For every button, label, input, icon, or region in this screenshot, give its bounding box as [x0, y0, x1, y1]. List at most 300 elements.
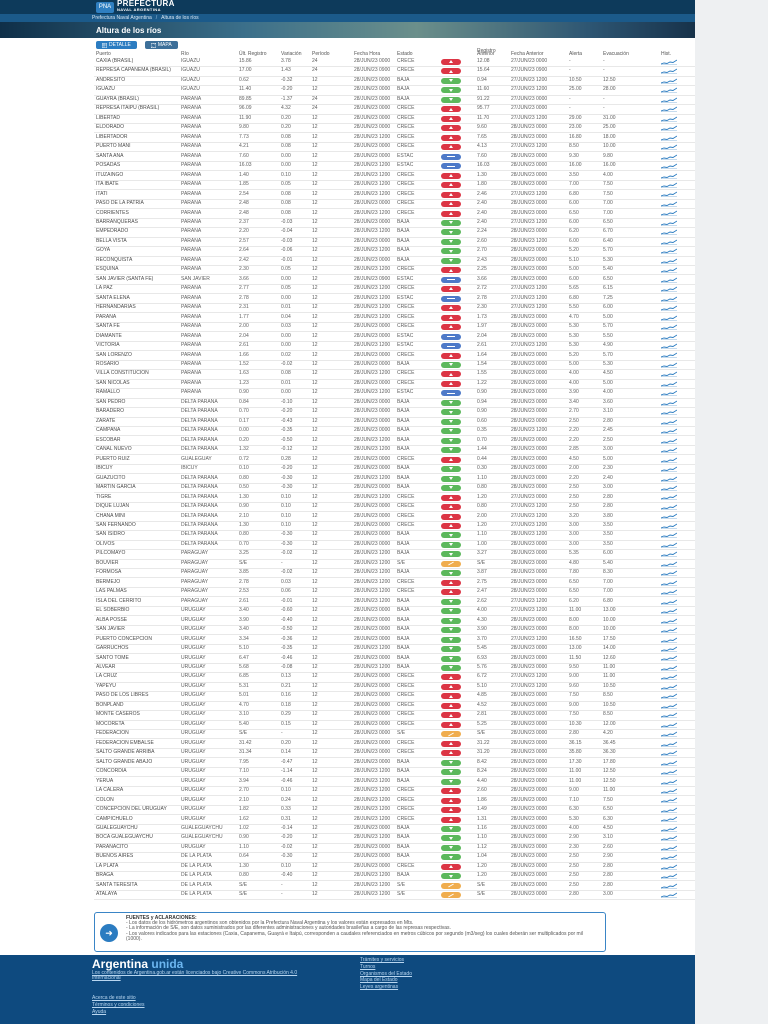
history-chart-icon[interactable]: [661, 106, 677, 112]
history-chart-icon[interactable]: [661, 400, 677, 406]
history-chart-icon[interactable]: [661, 485, 677, 491]
history-chart-icon[interactable]: [661, 750, 677, 756]
registro-anterior-cell: 1.73: [475, 313, 509, 322]
trend-badge-cell: [439, 86, 475, 95]
history-chart-icon[interactable]: [661, 722, 677, 728]
fecha-anterior-cell: 28/JUN/23 0000: [509, 540, 567, 549]
historico-cell: [659, 389, 695, 398]
ultimo-registro-cell: 0.90: [237, 834, 279, 843]
history-chart-icon[interactable]: [661, 210, 677, 216]
registro-anterior-cell: 4.30: [475, 616, 509, 625]
trend-baja-icon: [441, 428, 461, 434]
table-row: [94, 76, 695, 85]
rio-cell: PARAGUAY: [179, 550, 237, 559]
variacion-cell: -0.10: [279, 398, 310, 407]
historico-cell: [659, 152, 695, 161]
history-chart-icon[interactable]: [661, 116, 677, 122]
table-row: [94, 673, 695, 682]
alerta-cell: 6.80: [567, 294, 601, 303]
history-chart-icon[interactable]: [661, 362, 677, 368]
trend-baja-icon: [441, 400, 461, 406]
history-chart-icon[interactable]: [661, 788, 677, 794]
historico-cell: [659, 521, 695, 530]
trend-baja-icon: [441, 220, 461, 226]
fecha-hora-cell: 28/JUN/23 0000: [352, 379, 395, 388]
puerto-cell: ITA IBATE: [94, 180, 179, 189]
fecha-anterior-cell: 28/JUN/23 0000: [509, 815, 567, 824]
history-chart-icon[interactable]: [661, 476, 677, 482]
fecha-hora-cell: 28/JUN/23 0000: [352, 332, 395, 341]
table-row: [94, 606, 695, 615]
history-chart-icon[interactable]: [661, 87, 677, 93]
variacion-cell: -0.40: [279, 872, 310, 881]
ultimo-registro-cell: 0.20: [237, 436, 279, 445]
periodo-cell: 12: [310, 266, 352, 275]
history-chart-icon[interactable]: [661, 315, 677, 321]
fecha-anterior-cell: 28/JUN/23 0000: [509, 872, 567, 881]
footer-link[interactable]: Organismos del Estado: [360, 970, 412, 977]
history-chart-icon[interactable]: [661, 125, 677, 131]
evacuacion-cell: 31.00: [601, 114, 659, 123]
history-chart-icon[interactable]: [661, 712, 677, 718]
fecha-anterior-cell: 27/JUN/23 1200: [509, 303, 567, 312]
alerta-cell: 6.50: [567, 578, 601, 587]
historico-cell: [659, 95, 695, 104]
evacuacion-cell: 12.50: [601, 767, 659, 776]
trend-crece-icon: [441, 353, 461, 359]
historico-cell: [659, 322, 695, 331]
evacuacion-cell: 7.25: [601, 294, 659, 303]
history-chart-icon[interactable]: [661, 779, 677, 785]
footer-link[interactable]: Trámites y servicios: [360, 957, 404, 963]
history-chart-icon[interactable]: [661, 277, 677, 283]
puerto-cell: ISLA DEL CERRITO: [94, 597, 179, 606]
history-chart-icon[interactable]: [661, 135, 677, 141]
trend-crece-icon: [441, 703, 461, 709]
footer-link[interactable]: Mapa del Estado: [360, 977, 398, 984]
history-chart-icon[interactable]: [661, 334, 677, 340]
history-chart-icon[interactable]: [661, 513, 677, 519]
estado-cell: BAJA: [395, 436, 439, 445]
periodo-cell: 12: [310, 720, 352, 729]
history-chart-icon[interactable]: [661, 239, 677, 245]
variacion-cell: -0.35: [279, 644, 310, 653]
evacuacion-cell: 10.50: [601, 682, 659, 691]
history-chart-icon[interactable]: [661, 760, 677, 766]
history-chart-icon[interactable]: [661, 835, 677, 841]
rio-cell: PARANA: [179, 322, 237, 331]
historico-cell: [659, 701, 695, 710]
history-chart-icon[interactable]: [661, 684, 677, 690]
trend-crece-icon: [441, 523, 461, 529]
fecha-anterior-cell: 28/JUN/23 0000: [509, 256, 567, 265]
footer-brand[interactable]: [92, 957, 183, 971]
license-link[interactable]: Los contenidos de Argentina.gob.ar están licenciados bajo Creative Commons Atribución 4.0 Internacional: [92, 970, 298, 982]
history-chart-icon[interactable]: [661, 637, 677, 643]
registro-anterior-cell: 4.85: [475, 692, 509, 701]
alerta-cell: 9.00: [567, 701, 601, 710]
history-chart-icon[interactable]: [661, 665, 677, 671]
periodo-cell: 12: [310, 796, 352, 805]
fecha-hora-cell: 28/JUN/23 1200: [352, 171, 395, 180]
history-chart-icon[interactable]: [661, 371, 677, 377]
fecha-hora-cell: 28/JUN/23 0000: [352, 417, 395, 426]
rio-cell: IGUAZU: [179, 76, 237, 85]
registro-anterior-cell: 0.80: [475, 502, 509, 511]
table-row: [94, 360, 695, 369]
trend-badge-cell: [439, 890, 475, 899]
historico-cell: [659, 786, 695, 795]
rio-cell: URUGUAY: [179, 815, 237, 824]
trend-badge-cell: [439, 237, 475, 246]
history-chart-icon[interactable]: [661, 173, 677, 179]
alerta-cell: 2.80: [567, 890, 601, 899]
historico-cell: [659, 417, 695, 426]
footer-link[interactable]: Turnos: [360, 963, 376, 970]
registro-anterior-cell: 5.76: [475, 663, 509, 672]
alerta-cell: 2.20: [567, 474, 601, 483]
history-chart-icon[interactable]: [661, 807, 677, 813]
table-row: [94, 748, 695, 757]
history-chart-icon[interactable]: [661, 68, 677, 74]
trend-estac-icon: [441, 343, 461, 349]
evacuacion-cell: 2.80: [601, 417, 659, 426]
rio-cell: URUGUAY: [179, 673, 237, 682]
history-chart-icon[interactable]: [661, 693, 677, 699]
history-chart-icon[interactable]: [661, 883, 677, 889]
history-chart-icon[interactable]: [661, 854, 677, 860]
fecha-anterior-cell: 27/JUN/23 1200: [509, 284, 567, 293]
registro-anterior-cell: 2.60: [475, 237, 509, 246]
estado-cell: BAJA: [395, 464, 439, 473]
history-chart-icon[interactable]: [661, 627, 677, 633]
history-chart-icon[interactable]: [661, 229, 677, 235]
evacuacion-cell: 3.60: [601, 398, 659, 407]
puerto-cell: CAMPICHUELO: [94, 815, 179, 824]
trend-crece-icon: [441, 504, 461, 510]
history-chart-icon[interactable]: [661, 892, 677, 898]
trend-baja-icon: [441, 618, 461, 624]
history-chart-icon[interactable]: [661, 551, 677, 557]
history-chart-icon[interactable]: [661, 731, 677, 737]
evacuacion-cell: 16.00: [601, 161, 659, 170]
fecha-anterior-cell: 28/JUN/23 0000: [509, 133, 567, 142]
table-row: [94, 445, 695, 454]
estado-cell: BAJA: [395, 247, 439, 256]
registro-anterior-cell: 9.60: [475, 123, 509, 132]
historico-cell: [659, 190, 695, 199]
history-chart-icon[interactable]: [661, 267, 677, 273]
trend-badge-cell: [439, 673, 475, 682]
registro-anterior-cell: 1.20: [475, 521, 509, 530]
rio-cell: URUGUAY: [179, 786, 237, 795]
history-chart-icon[interactable]: [661, 59, 677, 65]
history-chart-icon[interactable]: [661, 845, 677, 851]
registro-anterior-cell: 2.81: [475, 711, 509, 720]
rio-cell: URUGUAY: [179, 616, 237, 625]
history-chart-icon[interactable]: [661, 504, 677, 510]
fecha-hora-cell: 28/JUN/23 1200: [352, 559, 395, 568]
history-chart-icon[interactable]: [661, 419, 677, 425]
trend-crece-icon: [441, 817, 461, 823]
registro-anterior-cell: 2.46: [475, 190, 509, 199]
ultimo-registro-cell: 3.40: [237, 606, 279, 615]
variacion-cell: 0.00: [279, 332, 310, 341]
history-chart-icon[interactable]: [661, 655, 677, 661]
registro-anterior-cell: 4.00: [475, 606, 509, 615]
footer-link[interactable]: Leyes argentinas: [360, 984, 399, 991]
table-row: [94, 351, 695, 360]
history-chart-icon[interactable]: [661, 542, 677, 548]
estado-cell: BAJA: [395, 569, 439, 578]
history-chart-icon[interactable]: [661, 769, 677, 775]
history-chart-icon[interactable]: [661, 191, 677, 197]
evacuacion-cell: 5.50: [601, 332, 659, 341]
historico-cell: [659, 341, 695, 350]
registro-anterior-cell: 91.22: [475, 95, 509, 104]
rio-cell: DELTA PARANA: [179, 408, 237, 417]
trend-badge-cell: [439, 76, 475, 85]
history-chart-icon[interactable]: [661, 618, 677, 624]
historico-cell: [659, 673, 695, 682]
history-chart-icon[interactable]: [661, 570, 677, 576]
evacuacion-cell: 17.50: [601, 635, 659, 644]
trend-crece-icon: [441, 589, 461, 595]
periodo-cell: 12: [310, 379, 352, 388]
trend-badge-cell: [439, 758, 475, 767]
evacuacion-cell: 2.80: [601, 493, 659, 502]
variacion-cell: 0.16: [279, 692, 310, 701]
tab-mapa-label: MAPA: [157, 42, 172, 48]
history-chart-icon[interactable]: [661, 703, 677, 709]
historico-cell: [659, 853, 695, 862]
ultimo-registro-cell: 2.61: [237, 341, 279, 350]
history-chart-icon[interactable]: [661, 381, 677, 387]
history-chart-icon[interactable]: [661, 144, 677, 150]
registro-anterior-cell: 3.27: [475, 550, 509, 559]
history-chart-icon[interactable]: [661, 447, 677, 453]
column-header: [439, 48, 475, 57]
historico-cell: [659, 303, 695, 312]
trend-badge-cell: [439, 171, 475, 180]
trend-badge-cell: [439, 180, 475, 189]
trend-badge-cell: [439, 587, 475, 596]
table-row: [94, 824, 695, 833]
fecha-anterior-cell: 27/JUN/23 1200: [509, 218, 567, 227]
registro-anterior-cell: 2.61: [475, 341, 509, 350]
history-chart-icon[interactable]: [661, 286, 677, 292]
site-footer: [0, 955, 695, 1024]
history-chart-icon[interactable]: [661, 390, 677, 396]
registro-anterior-cell: 1.20: [475, 872, 509, 881]
puerto-cell: BOUVIER: [94, 559, 179, 568]
trend-badge-cell: [439, 644, 475, 653]
history-chart-icon[interactable]: [661, 561, 677, 567]
historico-cell: [659, 142, 695, 151]
history-chart-icon[interactable]: [661, 608, 677, 614]
table-row: [94, 815, 695, 824]
history-chart-icon[interactable]: [661, 674, 677, 680]
fecha-anterior-cell: 27/JUN/23 1200: [509, 294, 567, 303]
history-chart-icon[interactable]: [661, 457, 677, 463]
history-chart-icon[interactable]: [661, 438, 677, 444]
history-chart-icon[interactable]: [661, 154, 677, 160]
evacuacion-cell: 6.15: [601, 284, 659, 293]
table-row: [94, 701, 695, 710]
trend-sd-icon: [441, 883, 461, 889]
footer-link[interactable]: Términos y condiciones: [92, 1001, 145, 1008]
footer-link[interactable]: Acerca de este sitio: [92, 995, 136, 1001]
estado-cell: ESTAC: [395, 152, 439, 161]
brand: [117, 1, 175, 13]
periodo-cell: 12: [310, 445, 352, 454]
history-chart-icon[interactable]: [661, 599, 677, 605]
registro-anterior-cell: 2.40: [475, 218, 509, 227]
alerta-cell: 16.50: [567, 635, 601, 644]
rio-cell: PARAGUAY: [179, 597, 237, 606]
history-chart-icon[interactable]: [661, 816, 677, 822]
history-chart-icon[interactable]: [661, 324, 677, 330]
trend-baja-icon: [441, 656, 461, 662]
history-chart-icon[interactable]: [661, 797, 677, 803]
history-chart-icon[interactable]: [661, 296, 677, 302]
history-chart-icon[interactable]: [661, 741, 677, 747]
registro-anterior-cell: 0.90: [475, 389, 509, 398]
trend-baja-icon: [441, 599, 461, 605]
registro-anterior-cell: 1.20: [475, 862, 509, 871]
fecha-anterior-cell: 27/JUN/23 1200: [509, 606, 567, 615]
table-row: [94, 464, 695, 473]
history-chart-icon[interactable]: [661, 494, 677, 500]
evacuacion-cell: 3.00: [601, 445, 659, 454]
ultimo-registro-cell: 2.37: [237, 218, 279, 227]
rio-cell: URUGUAY: [179, 644, 237, 653]
rio-cell: PARANA: [179, 190, 237, 199]
table-row: [94, 474, 695, 483]
history-chart-icon[interactable]: [661, 646, 677, 652]
table-row: [94, 171, 695, 180]
evacuacion-cell: 10.00: [601, 142, 659, 151]
alerta-cell: 5.00: [567, 360, 601, 369]
periodo-cell: 12: [310, 625, 352, 634]
history-chart-icon[interactable]: [661, 305, 677, 311]
history-chart-icon[interactable]: [661, 466, 677, 472]
footer-link[interactable]: Ayuda: [92, 1008, 107, 1015]
periodo-cell: 12: [310, 729, 352, 738]
alerta-cell: 5.10: [567, 256, 601, 265]
estado-cell: BAJA: [395, 483, 439, 492]
trend-badge-cell: [439, 67, 475, 76]
alerta-cell: -: [567, 95, 601, 104]
history-chart-icon[interactable]: [661, 589, 677, 595]
variacion-cell: -0.14: [279, 824, 310, 833]
variacion-cell: 0.10: [279, 493, 310, 502]
historico-cell: [659, 890, 695, 899]
history-chart-icon[interactable]: [661, 343, 677, 349]
prefectura-logo[interactable]: PNA: [96, 2, 114, 13]
ultimo-registro-cell: 0.70: [237, 540, 279, 549]
historico-cell: [659, 720, 695, 729]
history-chart-icon[interactable]: [661, 182, 677, 188]
history-chart-icon[interactable]: [661, 201, 677, 207]
trend-badge-cell: [439, 105, 475, 114]
table-row: [94, 720, 695, 729]
history-chart-icon[interactable]: [661, 580, 677, 586]
history-chart-icon[interactable]: [661, 428, 677, 434]
history-chart-icon[interactable]: [661, 78, 677, 84]
breadcrumb-home[interactable]: Prefectura Naval Argentina: [92, 15, 152, 21]
history-chart-icon[interactable]: [661, 409, 677, 415]
periodo-cell: 12: [310, 332, 352, 341]
fecha-hora-cell: 28/JUN/23 1200: [352, 294, 395, 303]
history-chart-icon[interactable]: [661, 258, 677, 264]
evacuacion-cell: 3.50: [601, 540, 659, 549]
history-chart-icon[interactable]: [661, 523, 677, 529]
history-chart-icon[interactable]: [661, 532, 677, 538]
estado-cell: CRECE: [395, 57, 439, 66]
fecha-hora-cell: 28/JUN/23 0000: [352, 360, 395, 369]
ultimo-registro-cell: 0.90: [237, 389, 279, 398]
history-chart-icon[interactable]: [661, 248, 677, 254]
estado-cell: CRECE: [395, 673, 439, 682]
ultimo-registro-cell: 2.20: [237, 228, 279, 237]
fecha-hora-cell: 28/JUN/23 1200: [352, 341, 395, 350]
rio-cell: DELTA PARANA: [179, 426, 237, 435]
fecha-anterior-cell: 28/JUN/23 0000: [509, 701, 567, 710]
estado-cell: CRECE: [395, 190, 439, 199]
column-header: Fecha Hora: [354, 51, 381, 58]
history-chart-icon[interactable]: [661, 97, 677, 103]
puerto-cell: BOCA GUALEGUAYCHU: [94, 834, 179, 843]
fecha-anterior-cell: 28/JUN/23 0000: [509, 767, 567, 776]
ultimo-registro-cell: 2.48: [237, 199, 279, 208]
trend-badge-cell: [439, 284, 475, 293]
trend-baja-icon: [441, 637, 461, 643]
estado-cell: CRECE: [395, 739, 439, 748]
alerta-cell: 3.20: [567, 512, 601, 521]
variacion-cell: 0.05: [279, 266, 310, 275]
estado-cell: CRECE: [395, 199, 439, 208]
fecha-anterior-cell: 27/JUN/23 1200: [509, 114, 567, 123]
evacuacion-cell: 10.50: [601, 701, 659, 710]
variacion-cell: -0.04: [279, 228, 310, 237]
history-chart-icon[interactable]: [661, 163, 677, 169]
history-chart-icon[interactable]: [661, 873, 677, 879]
fecha-hora-cell: 28/JUN/23 0000: [352, 152, 395, 161]
fecha-hora-cell: 28/JUN/23 0000: [352, 531, 395, 540]
ultimo-registro-cell: 11.40: [237, 86, 279, 95]
alerta-cell: 29.00: [567, 114, 601, 123]
variacion-cell: 0.20: [279, 123, 310, 132]
ultimo-registro-cell: 9.80: [237, 123, 279, 132]
rio-cell: PARAGUAY: [179, 559, 237, 568]
column-header: Hist.: [661, 51, 671, 58]
rio-cell: PARANA: [179, 389, 237, 398]
table-row: [94, 256, 695, 265]
trend-badge-cell: [439, 303, 475, 312]
history-chart-icon[interactable]: [661, 826, 677, 832]
periodo-cell: 12: [310, 872, 352, 881]
variacion-cell: -: [279, 881, 310, 890]
history-chart-icon[interactable]: [661, 864, 677, 870]
registro-anterior-cell: S/E: [475, 559, 509, 568]
evacuacion-cell: 6.40: [601, 237, 659, 246]
fecha-hora-cell: 28/JUN/23 1200: [352, 644, 395, 653]
history-chart-icon[interactable]: [661, 220, 677, 226]
fecha-anterior-cell: 28/JUN/23 0000: [509, 739, 567, 748]
history-chart-icon[interactable]: [661, 352, 677, 358]
trend-badge-cell: [439, 502, 475, 511]
